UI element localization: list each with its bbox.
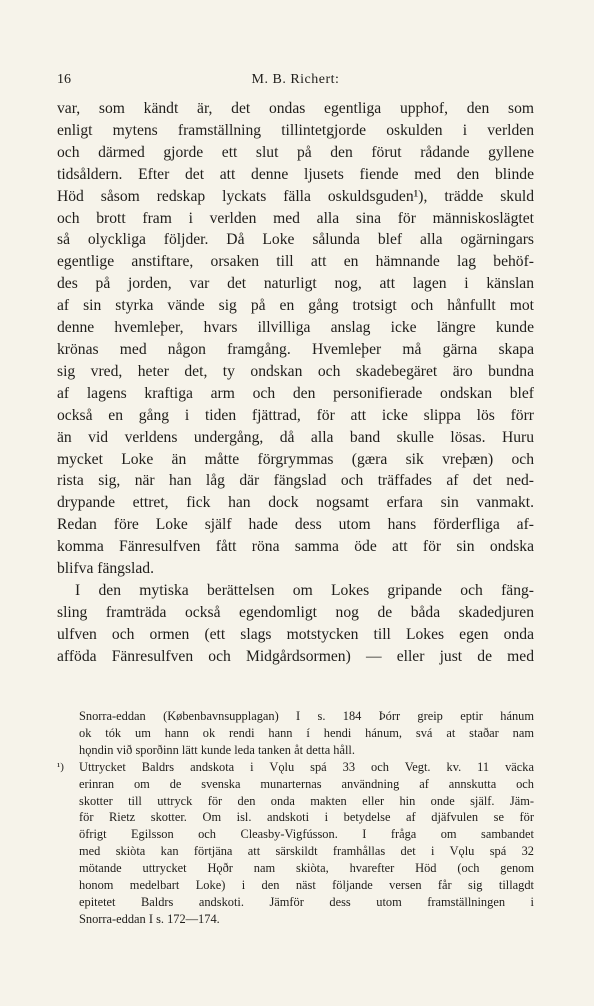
footnote-line: Snorra-eddan (Købenbavnsupplagan) I s. 184 Þórr greip eptir hánum (79, 709, 534, 723)
footnote-line: hǫndin við sporðinn lätt kunde leda tanken åt detta håll. (79, 742, 355, 757)
text-line: och brott fram i verlden med alla sina för människoslägtet (57, 209, 534, 227)
footnote-line: erinran om de svenska munarternas användning af annskutta och (79, 776, 534, 791)
text-line: Höd såsom redskap lyckats fälla oskuldsguden¹), trädde skuld (57, 187, 534, 205)
text-line: ulfven och ormen (ett slags motstycken till Lokes egen onda (57, 625, 534, 643)
running-title: M. B. Richert: (251, 72, 340, 87)
text-line: var, som kändt är, det ondas egentliga upphof, den som (57, 100, 534, 117)
text-line: också en gång i tiden fjättrad, för att icke slippa lös förr (57, 406, 534, 424)
text-line: drypande ettret, fick han dock nogsamt erfara sin vanmakt. (57, 494, 534, 512)
footnote-line: Uttrycket Baldrs andskota i Vǫlu spá 33 och Vegt. kv. 11 väcka (79, 759, 534, 774)
footnote-line: för Rietz skotter. Om isl. andskoti i betydelse af djäfvulen se för (79, 810, 534, 825)
text-line: des på jorden, var det naturligt nog, att lagen i känslan (57, 275, 534, 293)
text-line: sling framträda också egendomligt nog de båda skadedjuren (57, 603, 534, 621)
footnote-line: epitetet Baldrs andskoti. Jämför dess utom framställningen i (79, 894, 534, 909)
footnote-line: honom medelbart Loke) i den näst följande versen får sig tillagdt (79, 878, 534, 893)
text-line: enligt mytens framställning tillintetgjorde oskulden i verlden (57, 121, 534, 139)
text-line: af lagens kraftiga arm och den personifierade ondskan blef (57, 384, 534, 402)
text-line: denne hvemleþer, hvars illvilliga anslag icke längre kunde (57, 319, 534, 337)
text-line: af sin styrka vände sig på en gång trotsigt och hånfullt mot (57, 297, 534, 315)
footnote-1 (57, 759, 534, 928)
text-line: egentlige anstiftare, orsaken till att en hämnande lag behöf- (57, 253, 534, 271)
text-line: rista sig, när han låg där fängslad och träffades af det ned- (57, 472, 534, 490)
text-line: Redan före Loke själf hade dess utom hans förderfliga af- (57, 516, 534, 534)
footnote-line: skotter till uttryck för den onda makten eller hin onde själf. Jäm- (79, 793, 534, 808)
text-line: sig vred, heter det, ty ondskan och skadebegäret äro bundna (57, 362, 534, 380)
running-header (57, 72, 534, 94)
text-line: mycket Loke än måtte förgrymmas (gæra sik vreþæn) och (57, 450, 534, 468)
main-text (57, 98, 534, 668)
text-line: I den mytiska berättelsen om Lokes gripande och fäng- (75, 581, 534, 599)
text-line: än vid verldens undergång, då alla band skulle lösas. Huru (57, 428, 534, 446)
page-number: 16 (57, 72, 71, 87)
footnotes (57, 708, 534, 928)
text-line: så olyckliga följder. Då Loke sålunda blef alla ogärningars (57, 231, 534, 249)
text-line: tidsåldern. Efter det att denne ljusets fiende med den blinde (57, 165, 534, 183)
text-line: afföda Fänresulfven och Midgårdsormen) — eller just de med (57, 647, 534, 665)
footnote-line: ok tók um hann ok rendi hann í hendi hánum, svá at staðar nam (79, 725, 534, 740)
text-line: komma Fänresulfven fått röna samma öde att för sin ondska (57, 538, 534, 556)
footnote-line: öfrigt Egilsson och Cleasby-Vigfússon. I fråga om sambandet (79, 827, 534, 842)
text-line: krönas med någon framgång. Hvemleþer må gärna skapa (57, 340, 534, 358)
footnote-line: Snorra-eddan I s. 172—174. (79, 911, 220, 926)
text-line: blifva fängslad. (57, 560, 154, 578)
footnote-marker: ¹) (57, 760, 64, 773)
footnote-line: mötande uttrycket Hǫðr nam skiòta, hvarefter Höd (och genom (79, 861, 534, 876)
footnote-line: med skiòta kan förtjäna att särskildt framhållas det i Vǫlu spá 32 (79, 844, 534, 859)
text-line: och därmed gjorde ett slut på den förut rådande gyllene (57, 143, 534, 161)
